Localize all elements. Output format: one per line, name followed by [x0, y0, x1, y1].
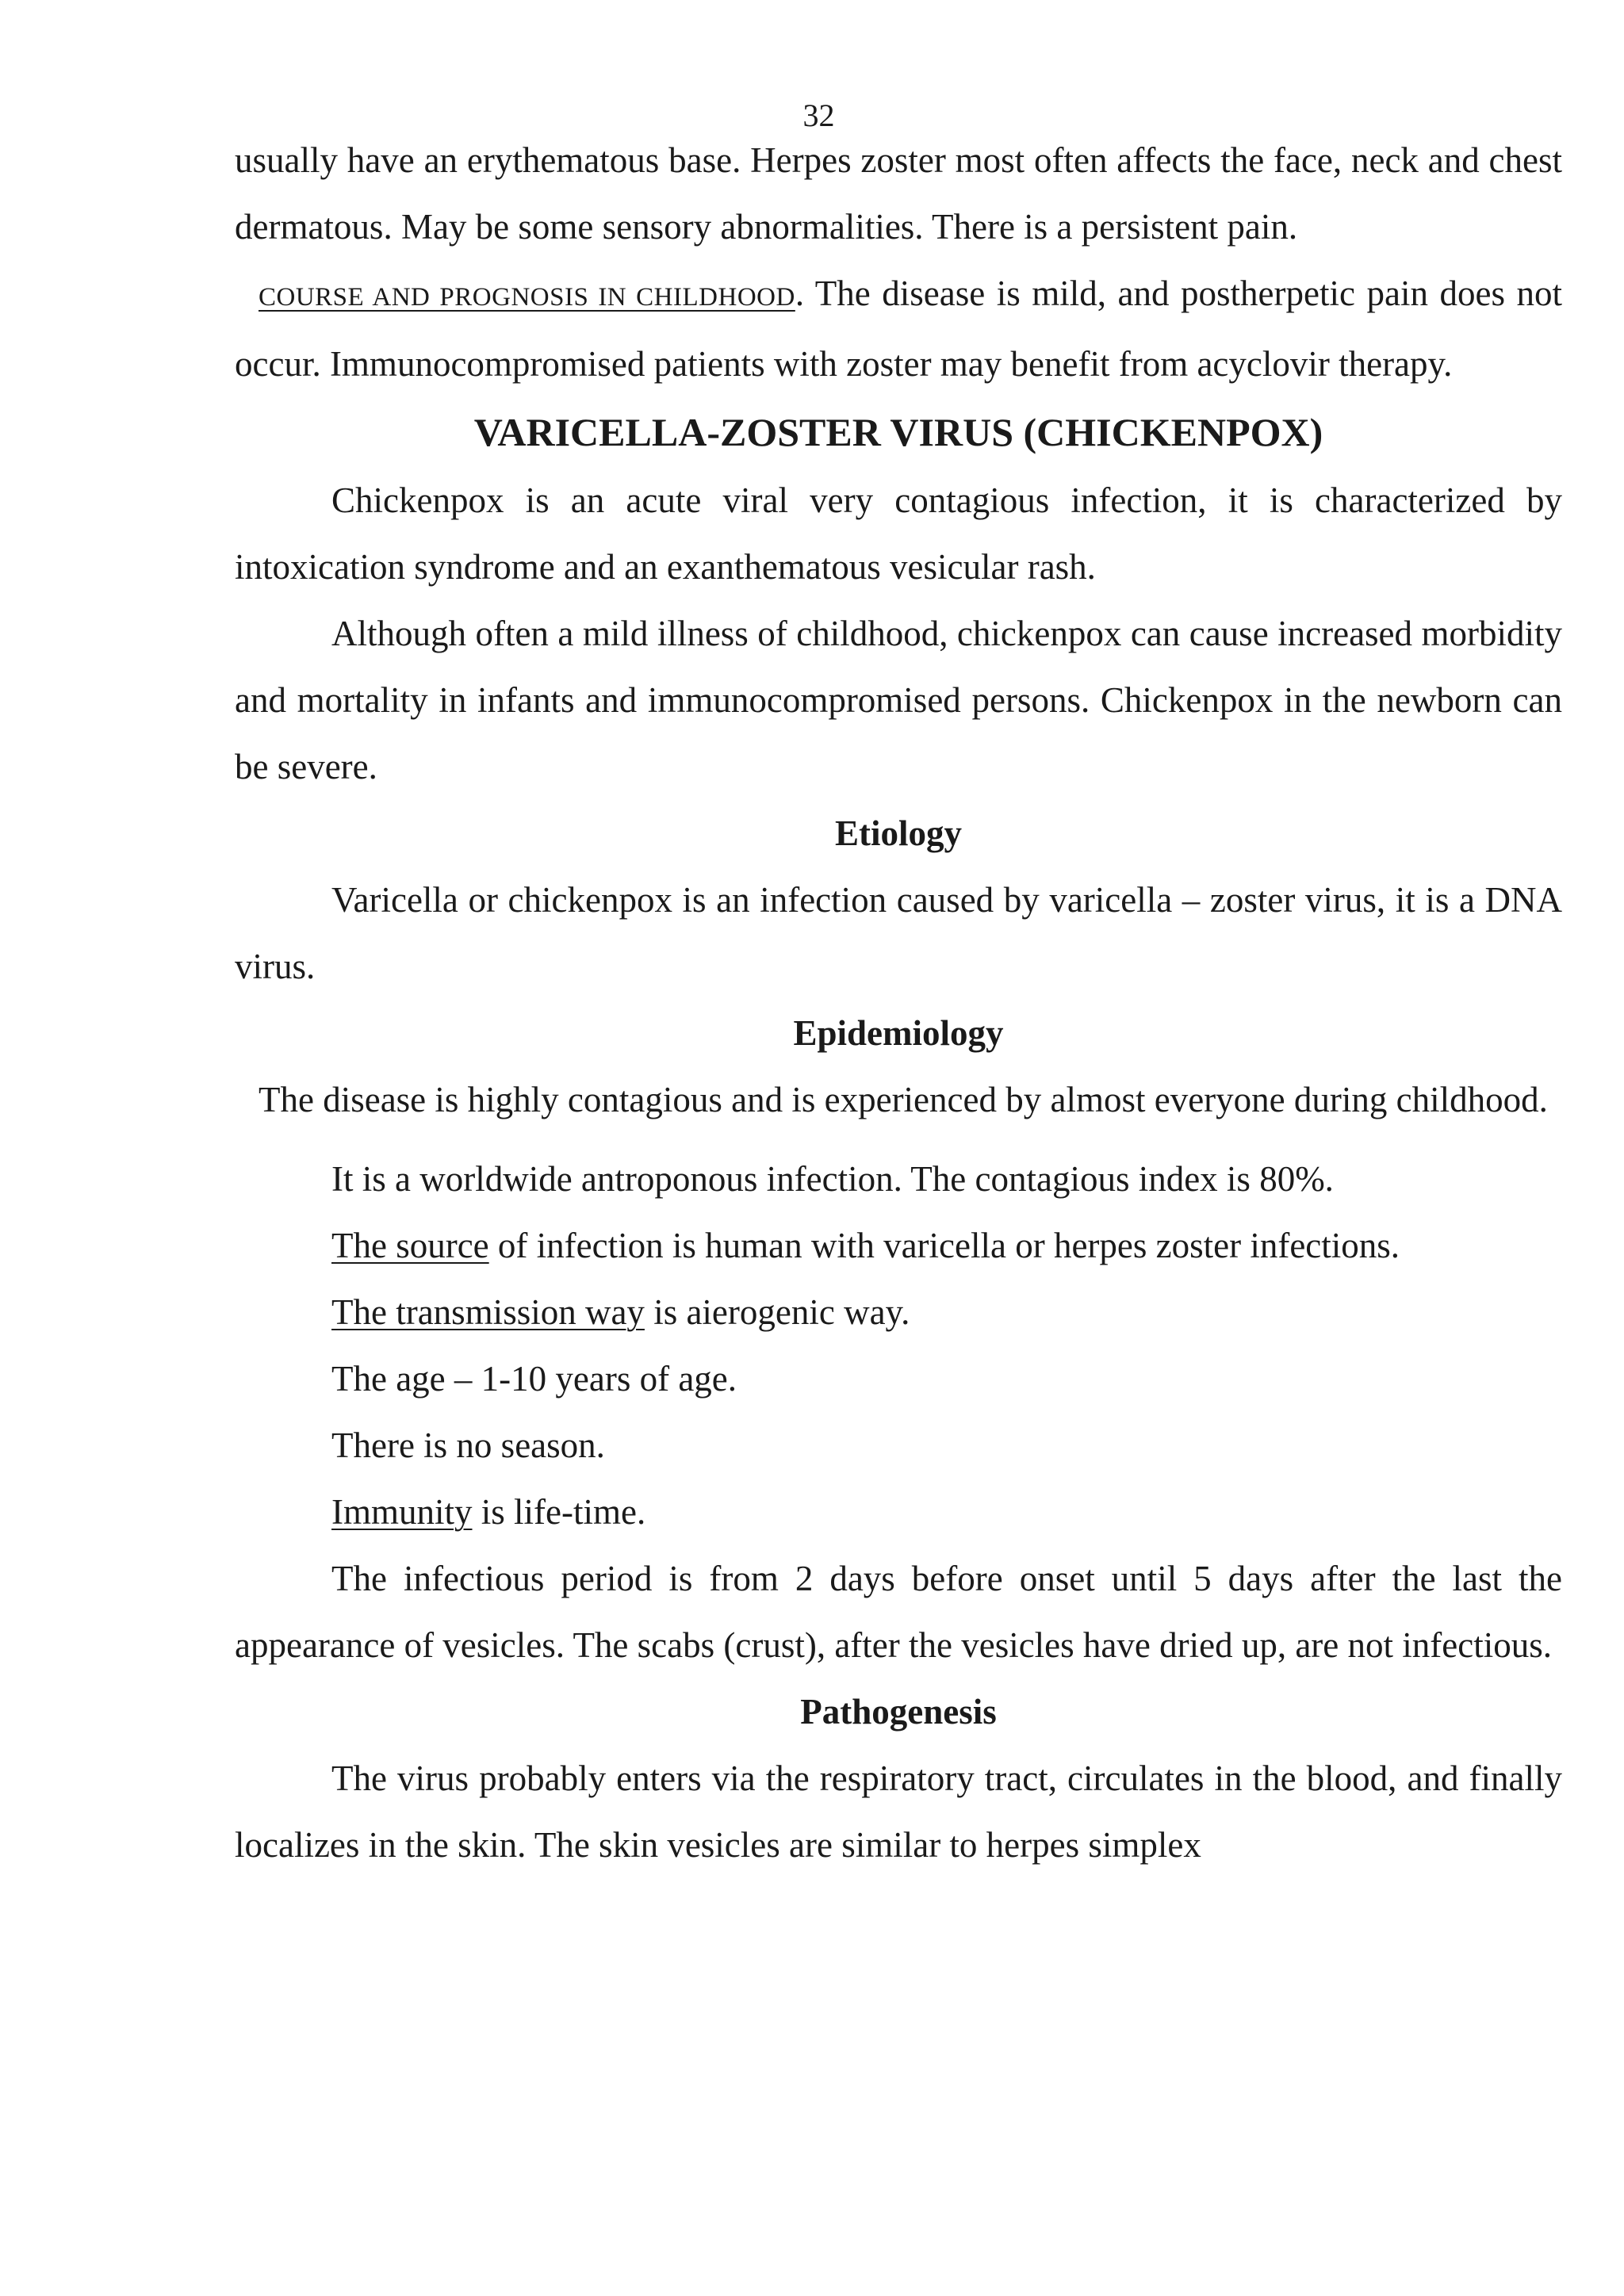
source-text: of infection is human with varicella or herpes zoster infections. [488, 1226, 1400, 1265]
age-line: The age – 1-10 years of age. [331, 1359, 737, 1399]
transmission-text: is aierogenic way. [644, 1292, 910, 1332]
source-line [235, 1212, 1562, 1279]
season-line: There is no season. [331, 1425, 605, 1465]
intro-paragraph-2: Although often a mild illness of childhood, chickenpox can cause increased morbidity and mortality in infants and immunocompromised persons. Chickenpox in the newborn can be severe. [235, 614, 1562, 786]
course-prognosis-text: . The disease is mild, and postherpetic pain does not occur. Immunocompromised patients with zoster may benefit from acyclovir therapy. [235, 274, 1562, 384]
spacer [235, 1133, 1562, 1146]
etiology-paragraph: Varicella or chickenpox is an infection caused by varicella – zoster virus, it is a DNA virus. [235, 880, 1562, 986]
intro-paragraph-1: Chickenpox is an acute viral very contagious infection, it is characterized by intoxication syndrome and an exanthematous vesicular rash. [235, 480, 1562, 587]
immunity-label: Immunity [331, 1492, 473, 1532]
section-title: VARICELLA-ZOSTER VIRUS (CHICKENPOX) [473, 410, 1323, 454]
page-content [235, 127, 1562, 1878]
course-prognosis-paragraph [235, 260, 1562, 397]
worldwide-line: It is a worldwide antroponous infection. The contagious index is 80%. [331, 1159, 1334, 1199]
immunity-text: is life-time. [472, 1492, 646, 1532]
immunity-line [235, 1479, 1562, 1545]
pathogenesis-paragraph: The virus probably enters via the respiratory tract, circulates in the blood, and finally localizes in the skin. The skin vesicles are similar to herpes simplex [235, 1758, 1562, 1865]
course-prognosis-label: COURSE AND PROGNOSIS IN CHILDHOOD [259, 283, 795, 312]
transmission-line [235, 1279, 1562, 1345]
paragraph-continuation: usually have an erythematous base. Herpes zoster most often affects the face, neck and chest dermatous. May be some sensory abnormalities. There is a persistent pain. [235, 140, 1562, 247]
page-number: 32 [802, 98, 835, 133]
infectious-period-paragraph: The infectious period is from 2 days before onset until 5 days after the last the appearance of vesicles. The scabs (crust), after the vesicles have dried up, are not infectious. [235, 1559, 1562, 1665]
epidemiology-paragraph: The disease is highly contagious and is experienced by almost everyone during childhood. [259, 1080, 1548, 1119]
transmission-label: The transmission way [331, 1292, 645, 1332]
epidemiology-heading: Epidemiology [793, 1013, 1004, 1053]
pathogenesis-heading: Pathogenesis [800, 1692, 997, 1732]
etiology-heading: Etiology [834, 813, 962, 853]
source-label: The source [331, 1226, 489, 1265]
